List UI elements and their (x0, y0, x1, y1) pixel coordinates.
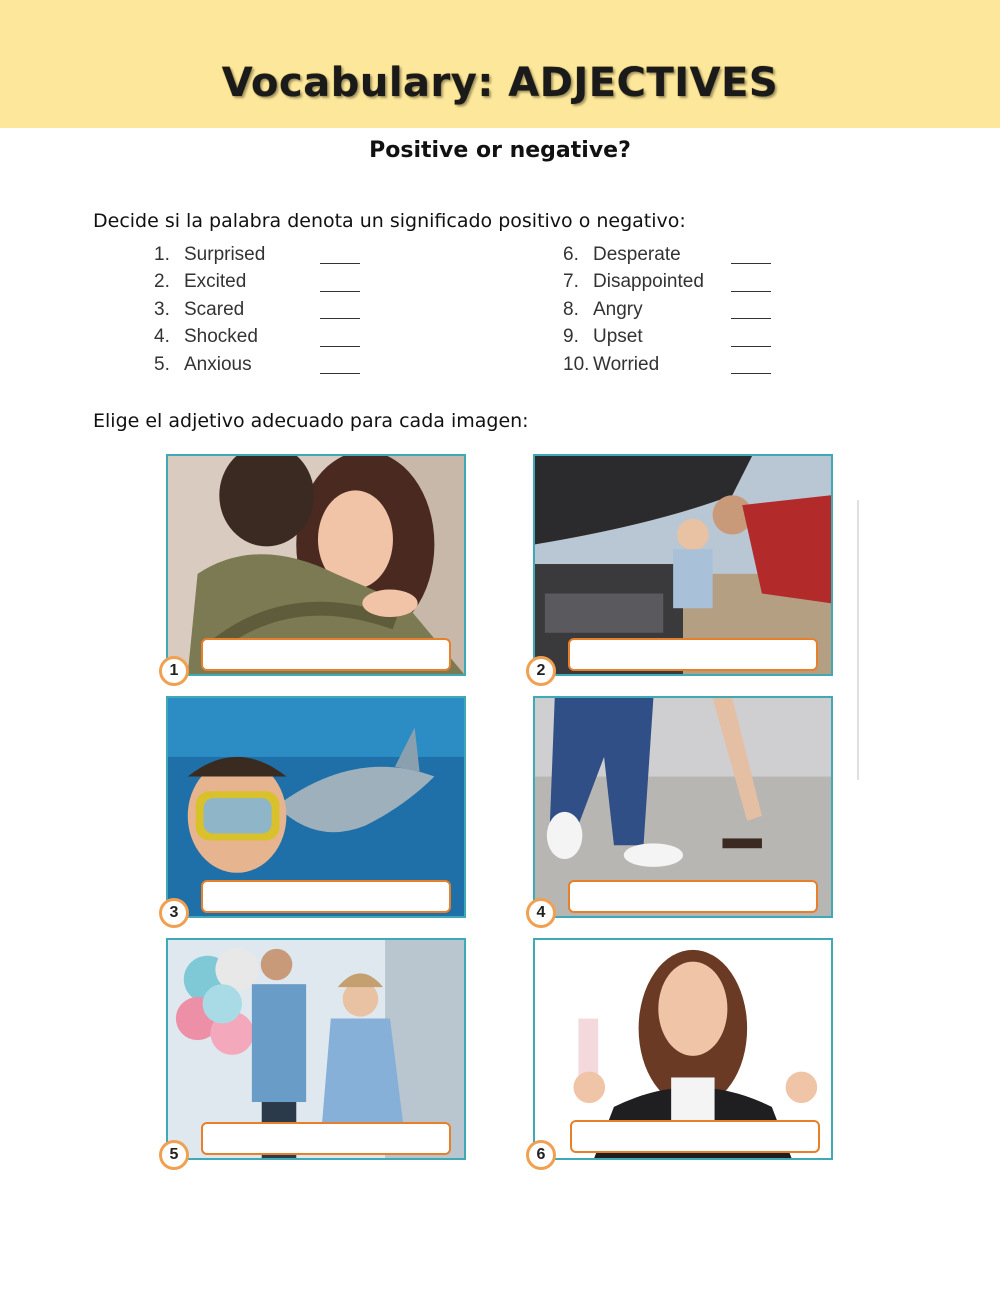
scrollbar-track (857, 500, 859, 780)
word-list-right (563, 241, 771, 379)
picture-card-3 (166, 696, 466, 921)
instruction-2: Elige el adjetivo adecuado para cada imagen: (93, 410, 529, 432)
list-item: 3. Scared (154, 296, 360, 324)
answer-input-6[interactable] (570, 1120, 820, 1153)
page-subtitle: Positive or negative? (369, 138, 631, 163)
list-item: 9. Upset (563, 324, 771, 352)
word-list-left (154, 241, 360, 379)
picture-card-1 (166, 454, 466, 679)
number-badge-2: 2 (526, 656, 556, 686)
answer-input-4[interactable] (568, 880, 818, 913)
list-item: 5. Anxious (154, 351, 360, 379)
number-badge-3: 3 (159, 898, 189, 928)
answer-blank[interactable] (731, 328, 771, 347)
list-item: 7. Disappointed (563, 269, 771, 297)
answer-blank[interactable] (320, 355, 360, 374)
instruction-1: Decide si la palabra denota un significado positivo o negativo: (93, 210, 686, 232)
number-badge-5: 5 (159, 1140, 189, 1170)
list-item: 1. Surprised (154, 241, 360, 269)
answer-input-1[interactable] (201, 638, 451, 671)
picture-card-2 (533, 454, 833, 679)
answer-input-3[interactable] (201, 880, 451, 913)
answer-blank[interactable] (320, 273, 360, 292)
list-item: 2. Excited (154, 269, 360, 297)
answer-input-5[interactable] (201, 1122, 451, 1155)
answer-blank[interactable] (731, 273, 771, 292)
list-item: 8. Angry (563, 296, 771, 324)
answer-blank[interactable] (731, 355, 771, 374)
number-badge-6: 6 (526, 1140, 556, 1170)
answer-blank[interactable] (731, 300, 771, 319)
picture-card-6 (533, 938, 833, 1163)
answer-input-2[interactable] (568, 638, 818, 671)
picture-card-4 (533, 696, 833, 921)
number-badge-4: 4 (526, 898, 556, 928)
number-badge-1: 1 (159, 656, 189, 686)
picture-card-5 (166, 938, 466, 1163)
page-title: Vocabulary: ADJECTIVES (221, 60, 779, 106)
list-item: 6. Desperate (563, 241, 771, 269)
answer-blank[interactable] (320, 245, 360, 264)
list-item: 10. Worried (563, 351, 771, 379)
answer-blank[interactable] (320, 328, 360, 347)
answer-blank[interactable] (731, 245, 771, 264)
list-item: 4. Shocked (154, 324, 360, 352)
answer-blank[interactable] (320, 300, 360, 319)
